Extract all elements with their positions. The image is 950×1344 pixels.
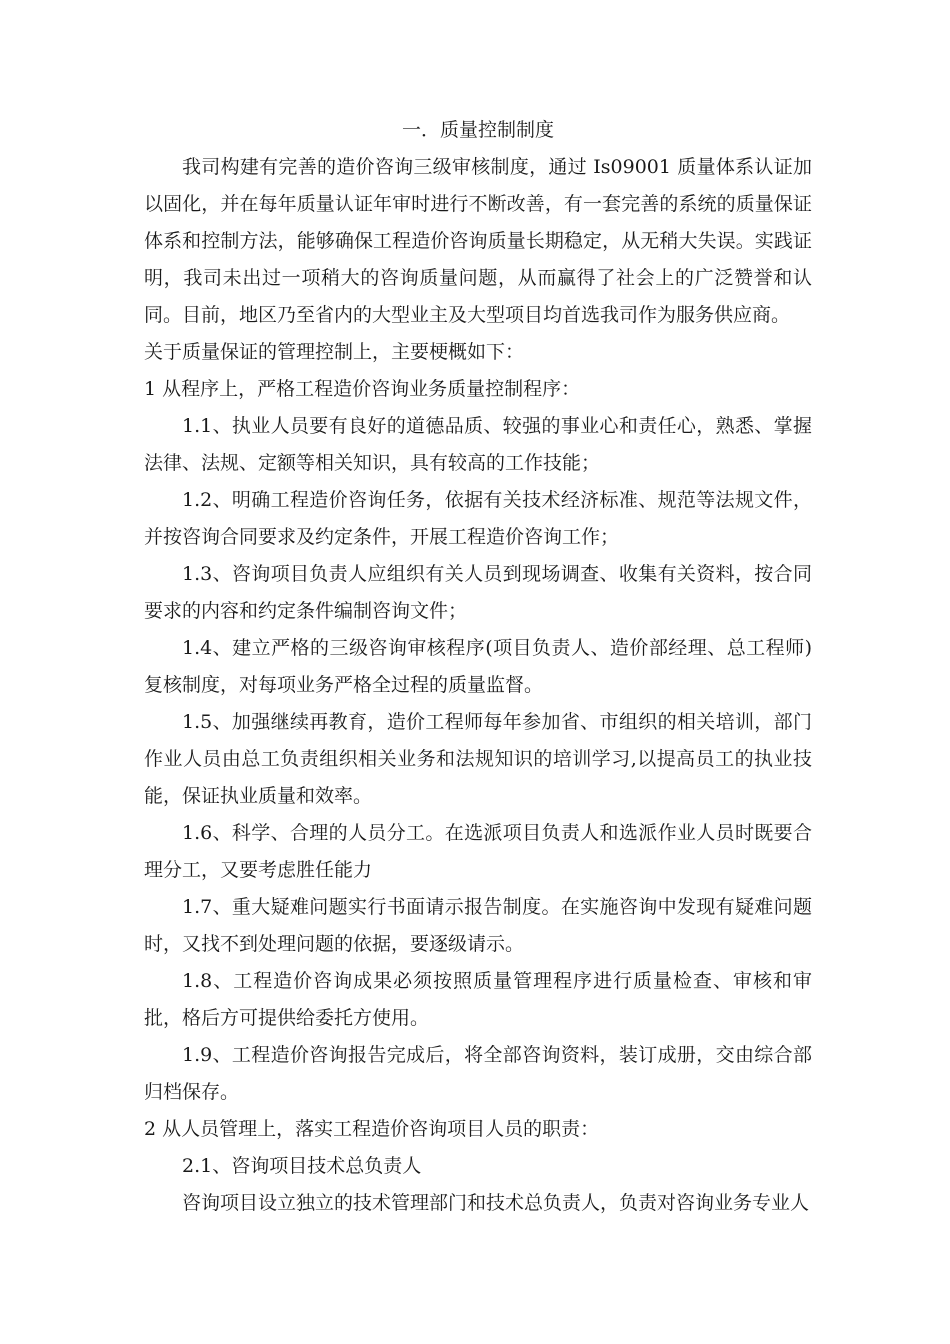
summary-line: 关于质量保证的管理控制上，主要梗概如下： xyxy=(144,341,525,363)
section-1-item-1: 1.1、执业人员要有良好的道德品质、较强的事业心和责任心，熟悉、掌握法律、法规、定额等相关知识，具有较高的工作技能； xyxy=(144,415,812,474)
section-1-item-6: 1.6、科学、合理的人员分工。在选派项目负责人和选派作业人员时既要合理分工，又要考虑胜任能力 xyxy=(144,822,812,881)
section-1-item-5: 1.5、加强继续再教育，造价工程师每年参加省、市组织的相关培训，部门作业人员由总工负责组织相关业务和法规知识的培训学习,以提高员工的执业技能，保证执业质量和效率。 xyxy=(144,711,812,807)
section-2-subheading: 2.1、咨询项目技术总负责人 xyxy=(182,1155,422,1177)
document-body xyxy=(144,112,812,1222)
section-1-item-7: 1.7、重大疑难问题实行书面请示报告制度。在实施咨询中发现有疑难问题时，又找不到处理问题的依据，要逐级请示。 xyxy=(144,896,812,955)
section-1-item-2: 1.2、明确工程造价咨询任务，依据有关技术经济标准、规范等法规文件，并按咨询合同要求及约定条件，开展工程造价咨询工作； xyxy=(144,489,812,548)
section-2-paragraph: 咨询项目设立独立的技术管理部门和技术总负责人，负责对咨询业务专业人 xyxy=(182,1192,810,1214)
section-1-item-4: 1.4、建立严格的三级咨询审核程序(项目负责人、造价部经理、总工程师)复核制度，对每项业务严格全过程的质量监督。 xyxy=(144,637,812,696)
section-1-item-9: 1.9、工程造价咨询报告完成后，将全部咨询资料，装订成册，交由综合部归档保存。 xyxy=(144,1044,812,1103)
section-2-heading: 2 从人员管理上，落实工程造价咨询项目人员的职责： xyxy=(144,1118,600,1140)
page-title: 一．质量控制制度 xyxy=(401,119,554,141)
section-1-item-3: 1.3、咨询项目负责人应组织有关人员到现场调查、收集有关资料，按合同要求的内容和约定条件编制咨询文件； xyxy=(144,563,812,622)
section-1-item-8: 1.8、工程造价咨询成果必须按照质量管理程序进行质量检查、审核和审批，格后方可提供给委托方使用。 xyxy=(144,970,812,1029)
intro-paragraph: 我司构建有完善的造价咨询三级审核制度，通过 Is09001 质量体系认证加以固化，并在每年质量认证年审时进行不断改善，有一套完善的系统的质量保证体系和控制方法，能够确保工程造价咨询质量长期稳定，从无稍大失误。实践证明，我司未出过一项稍大的咨询质量问题，从而赢得了社会上的广泛赞誉和认同。目前，地区乃至省内的大型业主及大型项目均首选我司作为服务供应商。 xyxy=(144,156,812,326)
section-1-heading: 1 从程序上，严格工程造价咨询业务质量控制程序： xyxy=(144,378,581,400)
